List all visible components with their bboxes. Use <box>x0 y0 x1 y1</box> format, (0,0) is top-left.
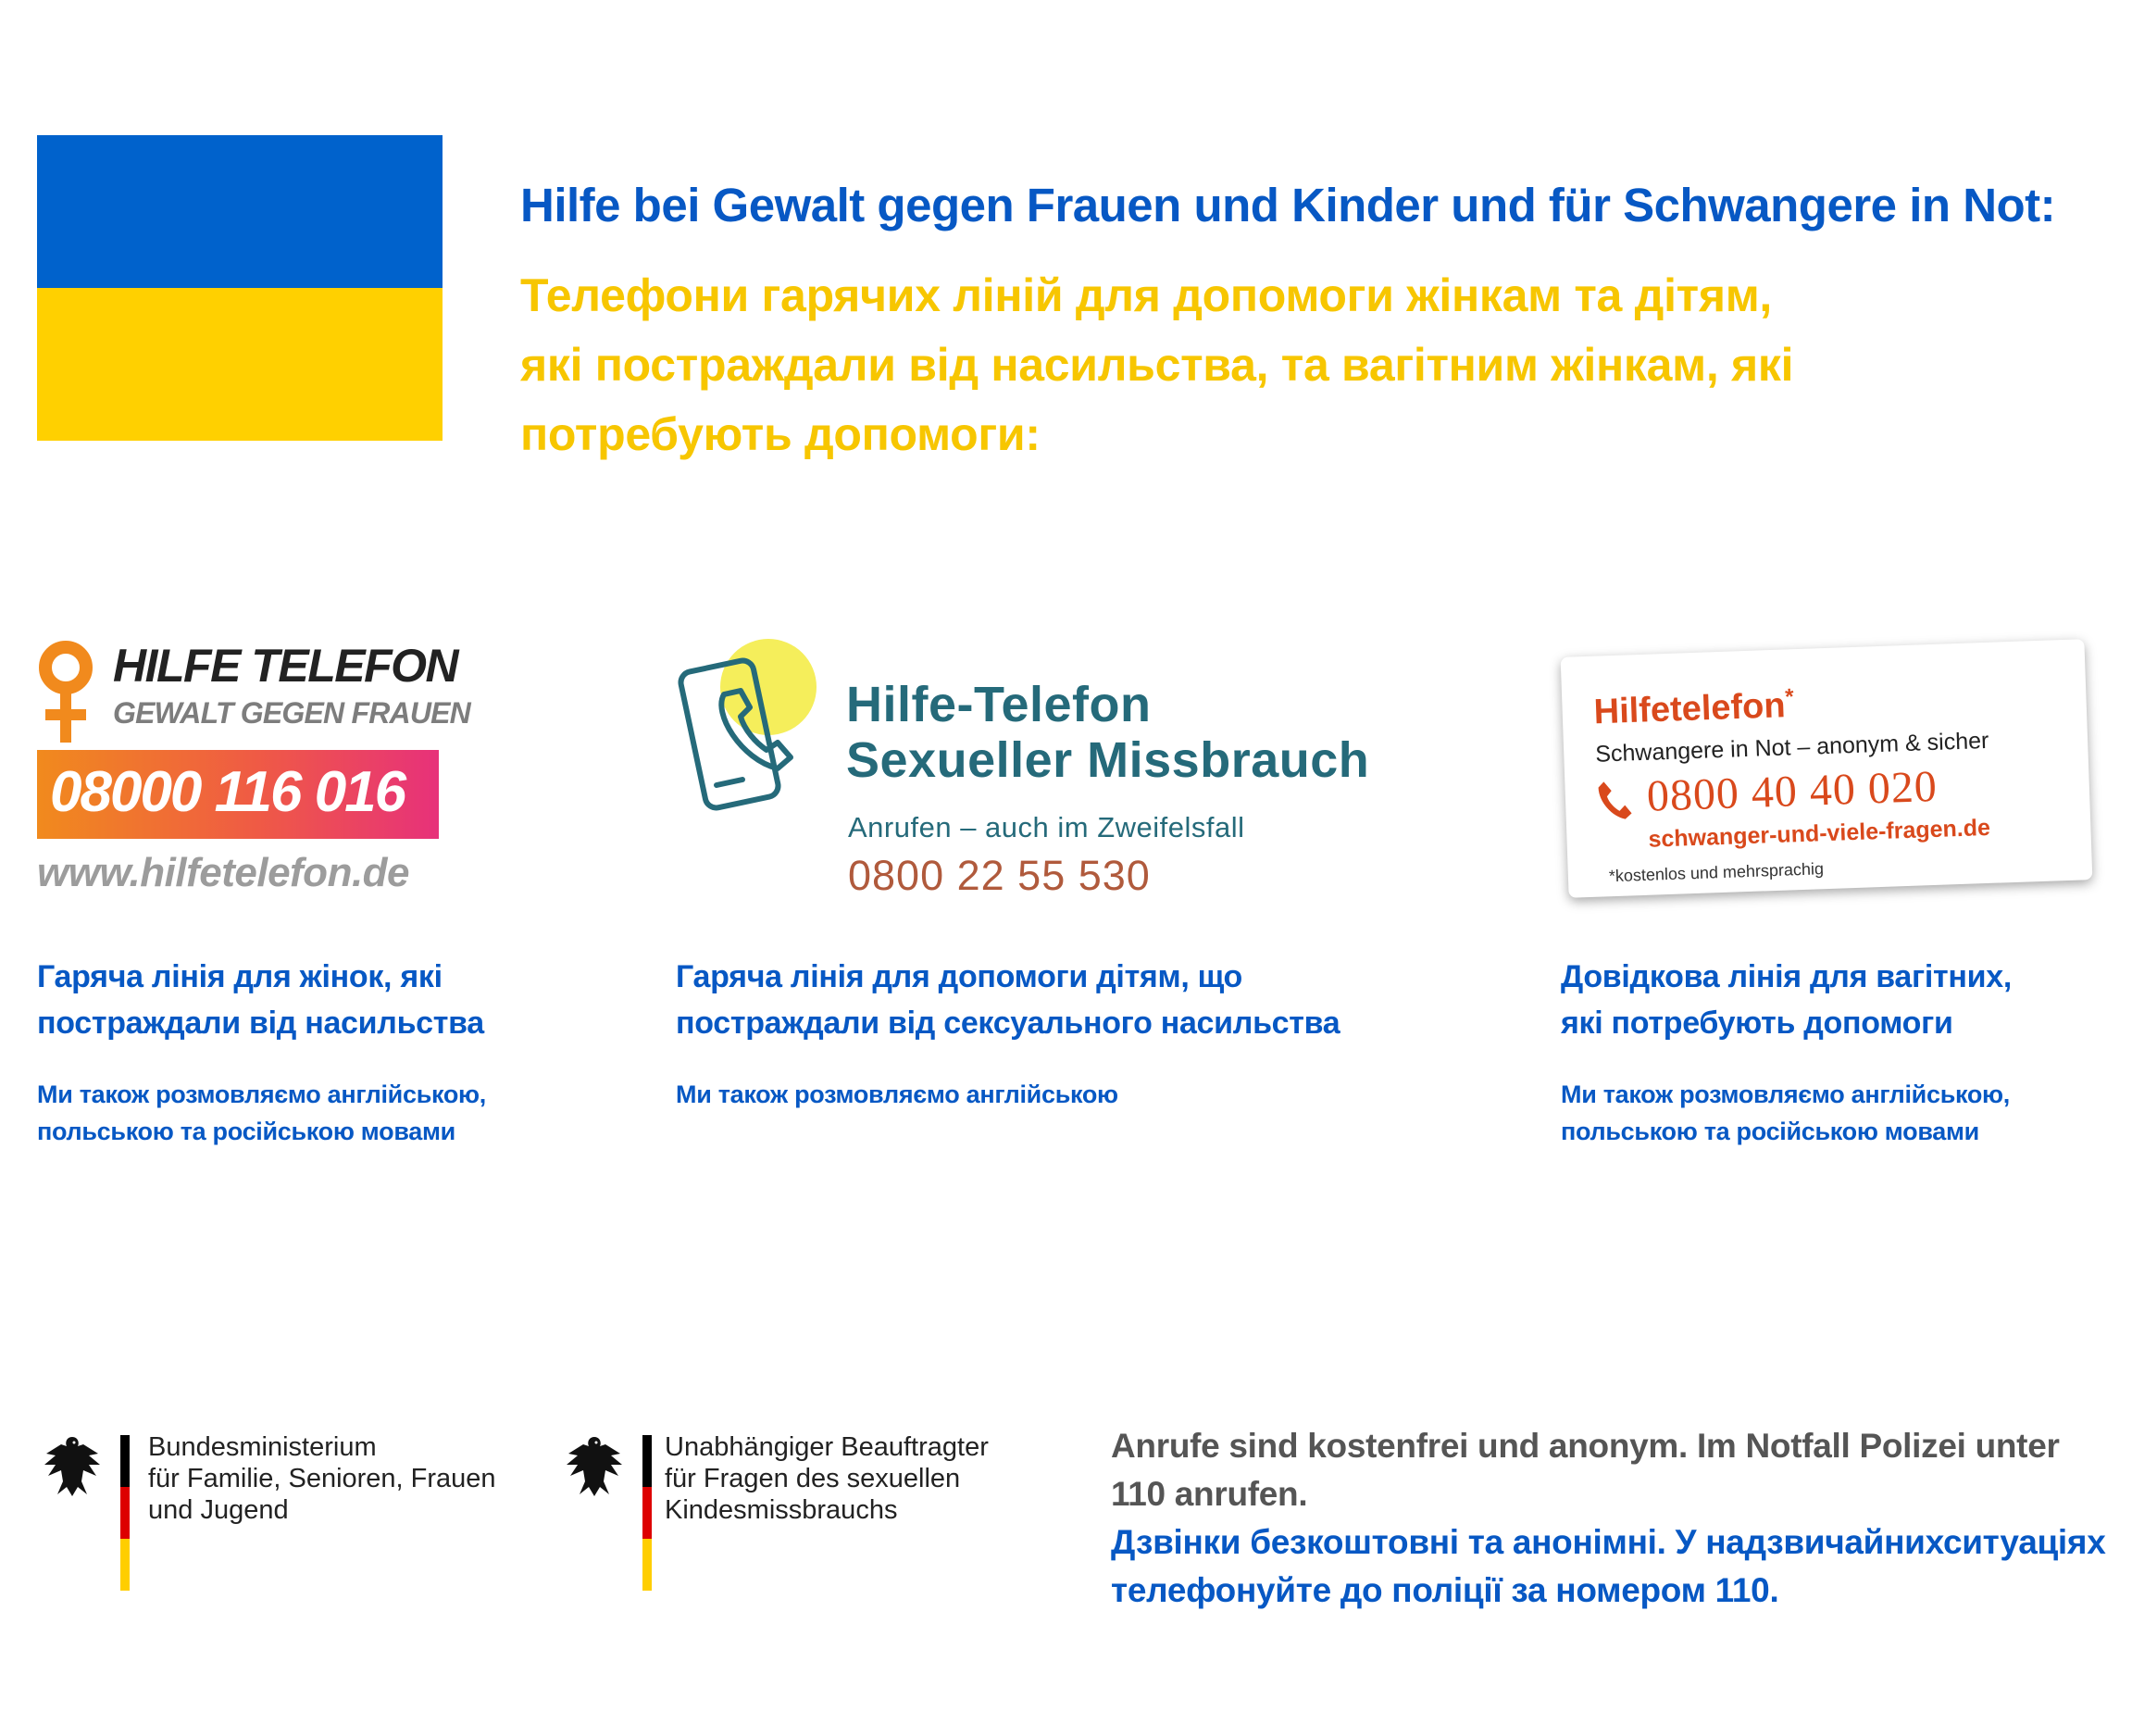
headline-ukrainian-line: Телефони гарячих ліній для допомоги жінкам та дітям, <box>520 269 1773 321</box>
hotline-description-children <box>676 954 1340 1046</box>
note-line: польською та російською мовами <box>37 1118 455 1145</box>
description-line: постраждали від сексуального насильства <box>676 1005 1340 1041</box>
headline-ukrainian-line: потребують допомоги: <box>520 408 1041 460</box>
description-line: Гаряча лінія для жінок, які <box>37 959 443 994</box>
footer-line: Anrufe sind kostenfrei und anonym. Im Notfall Polizei unter <box>1111 1427 2060 1465</box>
language-note-children <box>676 1076 1118 1113</box>
phone-icon <box>1596 779 1633 820</box>
ministry-line: Bundesministerium <box>148 1432 377 1462</box>
phone-number: 08000 116 016 <box>50 760 405 824</box>
federal-eagle-icon <box>43 1433 102 1500</box>
hotline-description-pregnant <box>1561 954 2012 1046</box>
phone-number: 0800 22 55 530 <box>848 852 1151 899</box>
note-line: польською та російською мовами <box>1561 1118 1979 1145</box>
footer-note-ukrainian <box>1111 1518 2105 1615</box>
card-tagline: Schwangere in Not – anonym & sicher <box>1594 727 1989 768</box>
description-line: постраждали від насильства <box>37 1005 484 1041</box>
card-title-text: Hilfetelefon <box>1592 686 1787 732</box>
ministry-line: Unabhängiger Beauftragter <box>665 1432 989 1462</box>
german-color-stripe <box>120 1435 130 1591</box>
ministry-line: und Jugend <box>148 1495 289 1525</box>
card-asterisk: * <box>1784 684 1795 710</box>
website-link[interactable]: schwanger-und-viele-fragen.de <box>1648 814 1991 853</box>
hotline-description-women <box>37 954 484 1046</box>
card-footnote: *kostenlos und mehrsprachig <box>1608 859 1825 886</box>
headline-ukrainian <box>520 261 1909 469</box>
call-to-action: Anrufen – auch im Zweifelsfall <box>848 811 1245 843</box>
website-link[interactable]: www.hilfetelefon.de <box>37 850 410 895</box>
note-line: Ми також розмовляємо англійською <box>676 1080 1118 1108</box>
ukraine-flag <box>37 135 443 441</box>
ministry-line: Kindesmissbrauchs <box>665 1495 898 1525</box>
phone-number: 0800 40 40 020 <box>1646 761 1939 821</box>
hilfetelefon-schwanger-card <box>1561 639 2093 898</box>
note-line: Ми також розмовляємо англійською, <box>37 1080 486 1108</box>
language-note-pregnant <box>1561 1076 2010 1150</box>
ministry-line: für Familie, Senioren, Frauen <box>148 1464 496 1493</box>
logo-name-line2: Sexueller Missbrauch <box>846 732 1370 788</box>
footer-line: 110 anrufen. <box>1111 1475 1308 1513</box>
card-title <box>1593 684 1795 732</box>
language-note-women <box>37 1076 486 1150</box>
footer-note-german <box>1111 1422 2060 1518</box>
smartphone-call-icon <box>676 639 833 824</box>
commissioner-label <box>665 1431 989 1526</box>
footer-line: Дзвінки безкоштовні та анонімні. У надзвичайнихситуаціях <box>1111 1523 2106 1561</box>
logo-name-line1: Hilfe-Telefon <box>846 677 1152 732</box>
hilfetelefon-gewalt-logo <box>37 639 470 917</box>
description-line: Довідкова лінія для вагітних, <box>1561 959 2012 994</box>
headline-german: Hilfe bei Gewalt gegen Frauen und Kinder und für Schwangere in Not: <box>520 179 2056 231</box>
phone-banner <box>37 750 439 839</box>
venus-icon <box>37 639 94 743</box>
logo-name: HILFE TELEFON <box>113 640 458 692</box>
logo-subtitle: GEWALT GEGEN FRAUEN <box>113 696 470 730</box>
note-line: Ми також розмовляємо англійською, <box>1561 1080 2010 1108</box>
hilfetelefon-missbrauch-logo <box>676 639 1416 917</box>
ministry-line: für Fragen des sexuellen <box>665 1464 961 1493</box>
federal-eagle-icon <box>565 1433 624 1500</box>
ministry-family-label <box>148 1431 496 1526</box>
footer-line: телефонуйте до поліції за номером 110. <box>1111 1571 1779 1609</box>
german-color-stripe <box>642 1435 652 1591</box>
description-line: які потребують допомоги <box>1561 1005 1953 1041</box>
headline-ukrainian-line: які постраждали від насильства, та вагітним жінкам, які <box>520 339 1794 391</box>
flag-yellow-stripe <box>37 288 443 441</box>
flag-blue-stripe <box>37 135 443 288</box>
description-line: Гаряча лінія для допомоги дітям, що <box>676 959 1243 994</box>
